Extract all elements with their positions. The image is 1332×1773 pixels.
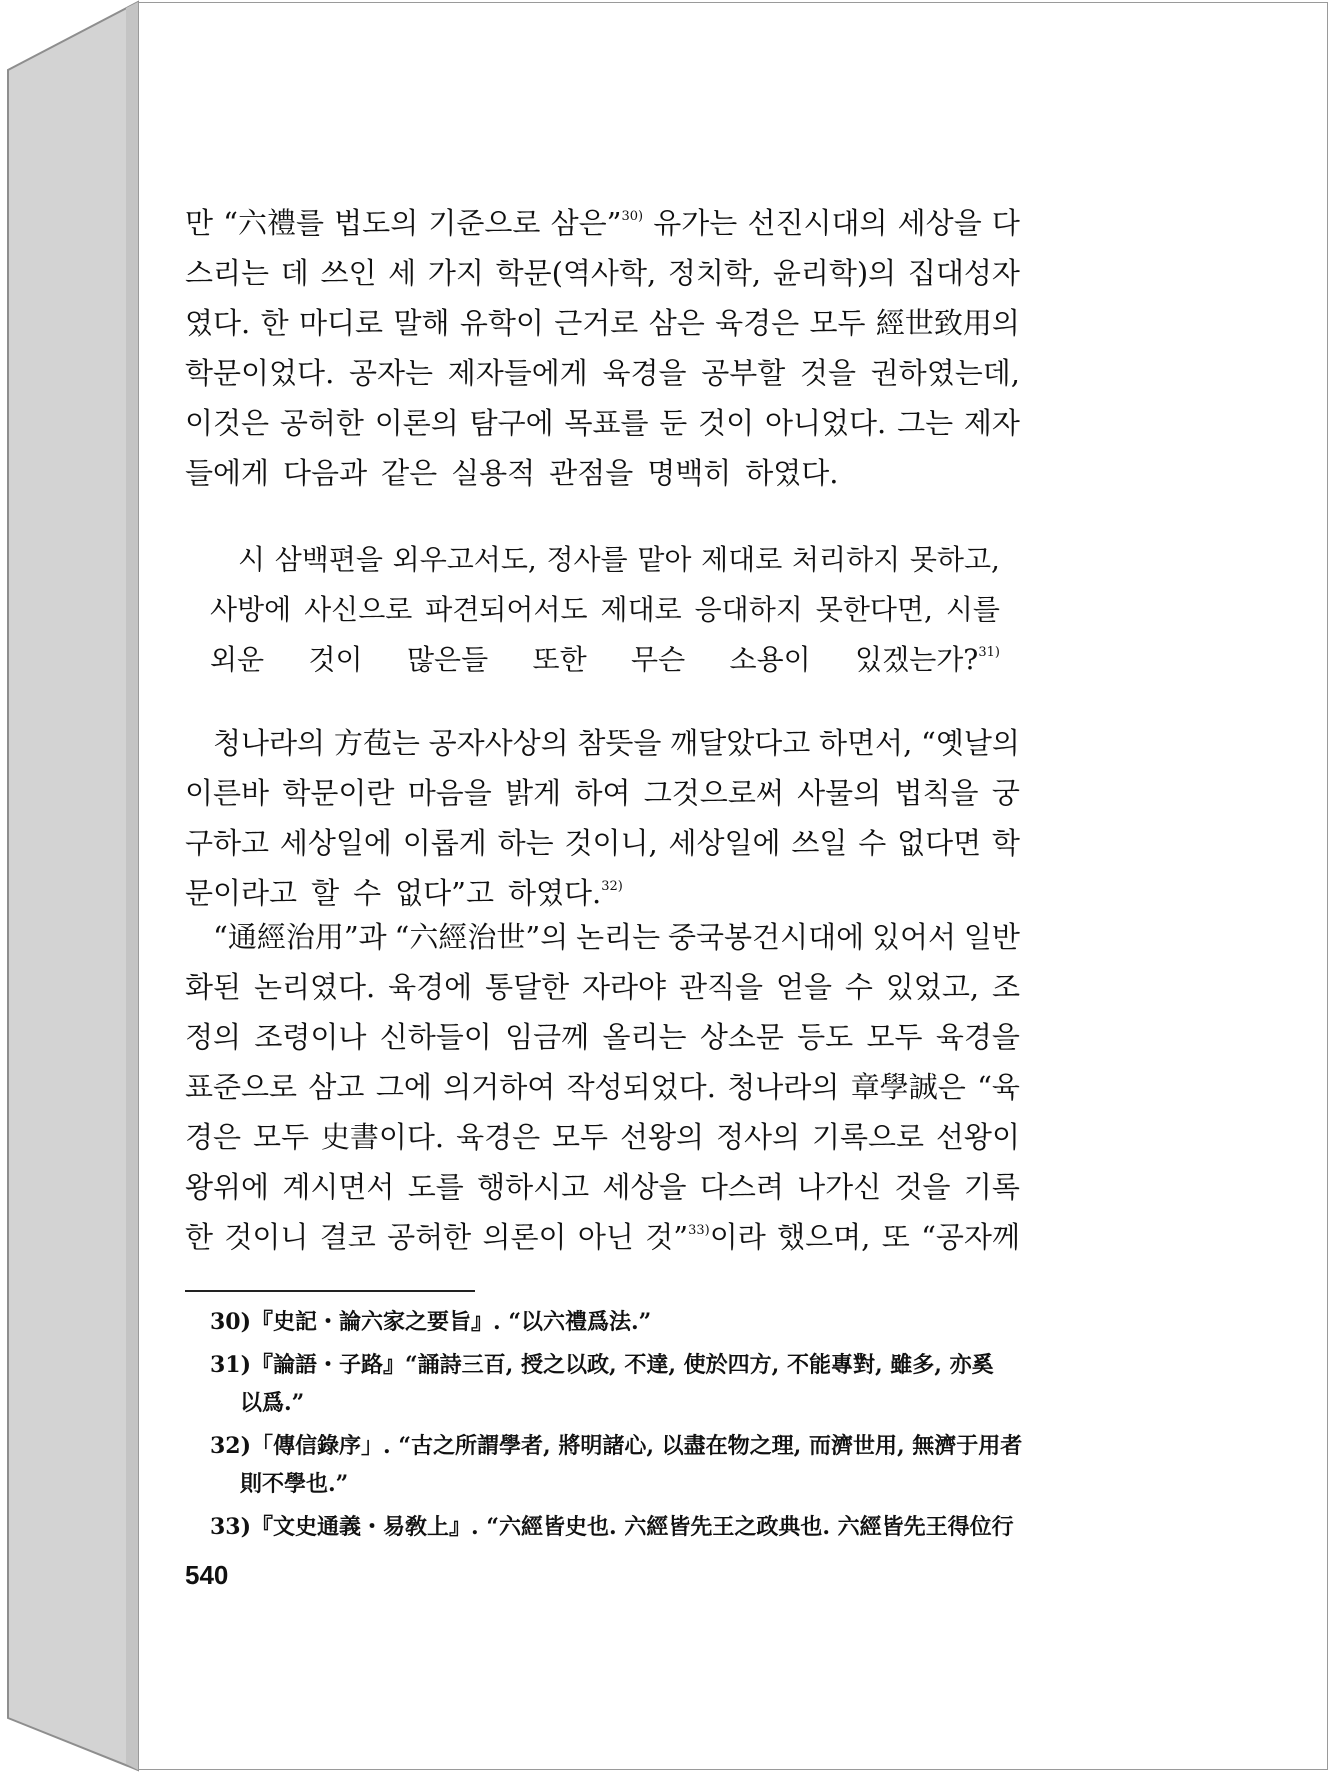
text-line: 한 것이니 결코 공허한 의론이 아닌 것”$^{33)}$이라 했으며, 또 “공자께 [185,1220,1020,1254]
text-line: 청나라의 方苞는 공자사상의 참뜻을 깨달았다고 하면서, “옛날의 [213,726,1020,760]
text-line: 사방에 사신으로 파견되어서도 제대로 응대하지 못한다면, 시를 [210,593,1000,626]
paragraph-2 [185,718,1020,918]
text-line: 이것은 공허한 이론의 탐구에 목표를 둔 것이 아니었다. 그는 제자 [185,406,1020,440]
text-line: 만 “六禮를 법도의 기준으로 삼은”$^{30)}$ 유가는 선진시대의 세상을 다 [185,206,1020,240]
page-number: 540 [185,1560,229,1590]
text-line: 구하고 세상일에 이롭게 하는 것이니, 세상일에 쓰일 수 없다면 학 [185,826,1020,860]
footnote-33: 33)『文史通義・易敎上』. “六經皆史也. 六經皆先王之政典也. 六經皆先王得位行 [210,1514,1014,1540]
footnote-32: 32)「傳信錄序」. “古之所謂學者, 將明諸心, 以盡在物之理, 而濟世用, 無濟于用者 則不學也.” [210,1433,1023,1497]
footnote-30: 30)『史記・論六家之要旨』. “以六禮爲法.” [210,1309,652,1335]
paragraph-1 [185,198,1020,498]
text-line: 왕위에 계시면서 도를 행하시고 세상을 다스려 나가신 것을 기록 [185,1170,1020,1204]
text-line: 스리는 데 쓰인 세 가지 학문(역사학, 정치학, 윤리학)의 집대성자 [185,256,1020,290]
text-line: 시 삼백편을 외우고서도, 정사를 맡아 제대로 처리하지 못하고, [238,543,1000,576]
footnote-ref-31: 31) [978,645,1000,660]
text-line: 들에게 다음과 같은 실용적 관점을 명백히 하였다. [185,456,839,490]
text-line: 외운 것이 많은들 또한 무슨 소용이 있겠는가?$^{31)}$ [210,643,1000,676]
block-quote [210,535,1000,685]
text-line: “通經治用”과 “六經治世”의 논리는 중국봉건시대에 있어서 일반 [213,920,1020,954]
text-line: 정의 조령이나 신하들이 임금께 올리는 상소문 등도 모두 육경을 [185,1020,1020,1054]
footnote-divider [185,1290,475,1292]
footnote-31: 31)『論語・子路』“誦詩三百, 授之以政, 不達, 使於四方, 不能專對, 雖多, 亦奚 以爲.” [210,1352,994,1416]
text-line: 표준으로 삼고 그에 의거하여 작성되었다. 청나라의 章學誠은 “육 [185,1070,1020,1104]
text-line: 화된 논리였다. 육경에 통달한 자라야 관직을 얻을 수 있었고, 조 [185,970,1020,1004]
footnotes [210,1303,1050,1551]
text-line: 이른바 학문이란 마음을 밝게 하여 그것으로써 사물의 법칙을 궁 [185,776,1020,810]
text-line: 경은 모두 史書이다. 육경은 모두 선왕의 정사의 기록으로 선왕이 [185,1120,1020,1154]
footnote-ref-30: 30) [621,209,644,224]
footnote-ref-33: 33) [688,1223,710,1238]
paragraph-3 [185,912,1020,1262]
text-line: 학문이었다. 공자는 제자들에게 육경을 공부할 것을 권하였는데, [185,356,1020,390]
footnote-ref-32: 32) [601,879,623,894]
text-line: 였다. 한 마디로 말해 유학이 근거로 삼은 육경은 모두 經世致用의 [185,306,1020,340]
text-line: 문이라고 할 수 없다”고 하였다.$^{32)}$ [185,876,623,910]
